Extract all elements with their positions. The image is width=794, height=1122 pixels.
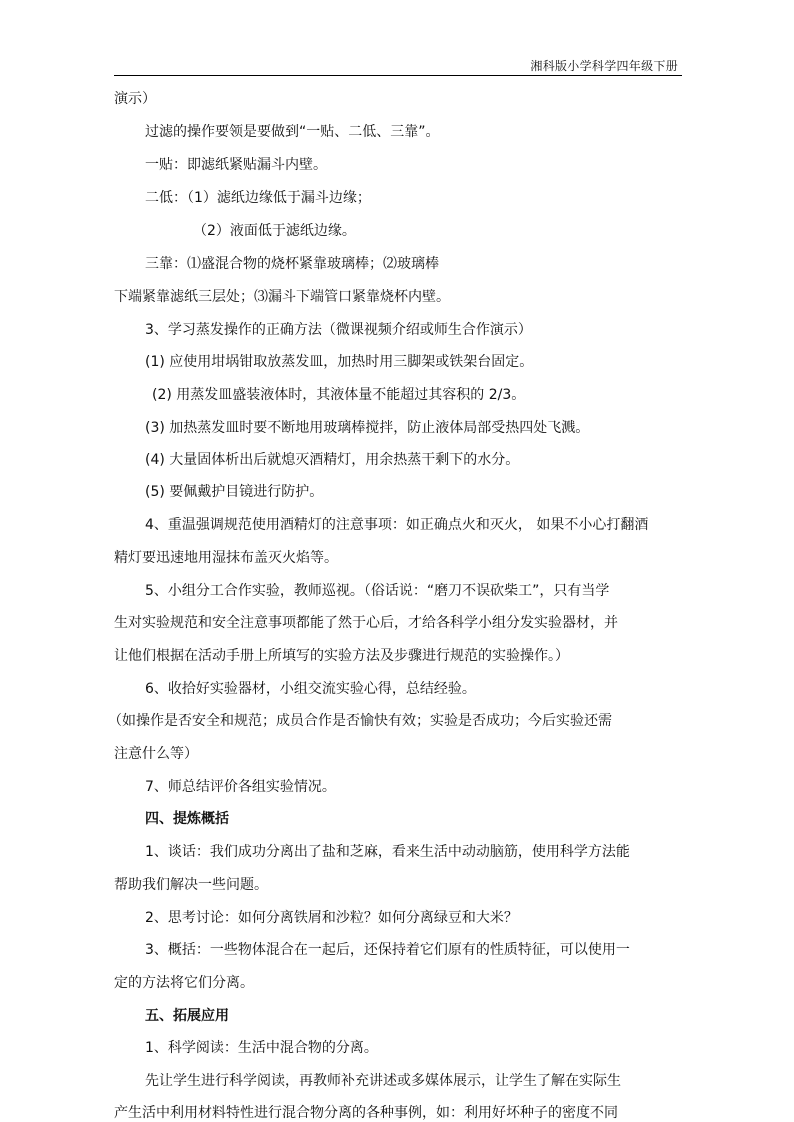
section-heading: 五、拓展应用: [145, 1008, 229, 1024]
text-line: 2、思考讨论：如何分离铁屑和沙粒？如何分离绿豆和大米？: [145, 910, 518, 926]
text-line: 6、收拾好实验器材，小组交流实验心得，总结经验。: [145, 681, 476, 697]
page-header: [114, 55, 682, 76]
text-line: (1) 应使用坩埚钳取放蒸发皿，加热时用三脚架或铁架台固定。: [145, 354, 534, 370]
text-line: 三靠：⑴盛混合物的烧杯紧靠玻璃棒；⑵玻璃棒: [145, 256, 439, 272]
text-line: 7、师总结评价各组实验情况。: [145, 779, 336, 795]
text-line: 注意什么等）: [114, 746, 198, 762]
text-line: 5、小组分工合作实验，教师巡视。（俗话说：“磨刀不误砍柴工”，只有当学: [145, 583, 610, 599]
text-line: 二低：（1）滤纸边缘低于漏斗边缘；: [145, 190, 371, 206]
text-line: 3、概括：一些物体混合在一起后，还保持着它们原有的性质特征，可以使用一: [145, 942, 630, 958]
text-line: 1、谈话：我们成功分离出了盐和芝麻，看来生活中动动脑筋，使用科学方法能: [145, 844, 630, 860]
text-line: 1、科学阅读：生活中混合物的分离。: [145, 1040, 378, 1056]
text-line: 生对实验规范和安全注意事项都能了然于心后，才给各科学小组分发实验器材，并: [114, 615, 618, 631]
text-line: (2) 用蒸发皿盛装液体时，其液体量不能超过其容积的 2/3。: [152, 387, 526, 403]
text-line: （2）液面低于滤纸边缘。: [193, 223, 356, 239]
text-line: （如操作是否安全和规范；成员合作是否愉快有效；实验是否成功；今后实验还需: [108, 713, 612, 729]
text-line: (4) 大量固体析出后就熄灭酒精灯，用余热蒸干剩下的水分。: [145, 452, 520, 468]
text-line: 精灯要迅速地用湿抹布盖灭火焰等。: [114, 550, 338, 566]
text-line: (3) 加热蒸发皿时要不断地用玻璃棒搅拌，防止液体局部受热四处飞溅。: [145, 420, 590, 436]
text-line: 先让学生进行科学阅读，再教师补充讲述或多媒体展示，让学生了解在实际生: [145, 1073, 621, 1089]
text-line: 下端紧靠滤纸三层处；⑶漏斗下端管口紧靠烧杯内壁。: [114, 289, 450, 305]
text-line: 产生活中利用材料特性进行混合物分离的各种事例，如：利用好坏种子的密度不同: [114, 1105, 618, 1121]
text-line: 定的方法将它们分离。: [114, 975, 254, 991]
text-line: 让他们根据在活动手册上所填写的实验方法及步骤进行规范的实验操作。）: [114, 648, 569, 664]
text-line: 3、学习蒸发操作的正确方法（微课视频介绍或师生合作演示）: [145, 322, 532, 338]
section-heading: 四、提炼概括: [145, 811, 229, 827]
text-line: 帮助我们解决一些问题。: [114, 877, 268, 893]
text-line: 演示）: [114, 91, 156, 107]
text-line: 4、重温强调规范使用酒精灯的注意事项：如正确点火和灭火， 如果不小心打翻酒: [145, 517, 649, 533]
text-line: (5) 要佩戴护目镜进行防护。: [145, 484, 324, 500]
text-line: 一贴：即滤纸紧贴漏斗内壁。: [145, 157, 327, 173]
header-title: 湘科版小学科学四年级下册: [530, 59, 678, 73]
text-line: 过滤的操作要领是要做到“一贴、二低、三靠”。: [145, 124, 440, 140]
